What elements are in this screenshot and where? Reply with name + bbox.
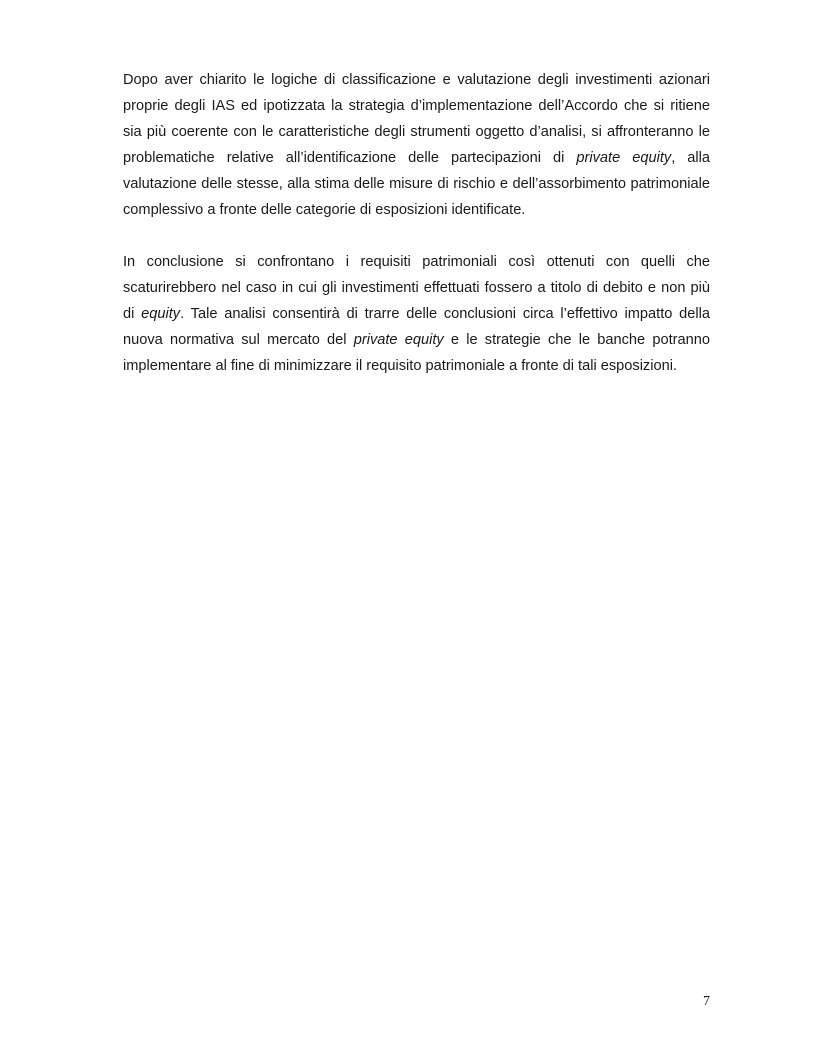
italic-term-equity: equity	[141, 306, 181, 322]
paragraph-text-segment: Dopo aver chiarito le logiche di classificazione e valutazione degli investimenti azionari proprie degli IAS ed ipotizzata la strategia d’implementazione dell’Accordo che si ritiene sia più coerente con le caratteristiche degli strumenti oggetto d’analisi, si affronteranno le problematiche relative all’identificazione delle partecipazioni di	[123, 72, 710, 166]
italic-term-private-equity: private equity	[353, 332, 444, 348]
paragraph-text-segment: In conclusione si confrontano i requisiti patrimoniali così ottenuti con quelli che scaturirebbero nel caso in cui gli investimenti effettuati fossero a titolo di debito e non più di	[123, 254, 710, 322]
paragraph-methodology	[123, 67, 710, 223]
paragraph-text-segment: e le strategie che le banche potranno implementare al fine di minimizzare il requisito patrimoniale a fronte di tali esposizioni.	[123, 332, 710, 374]
page-number: 7	[703, 994, 710, 1009]
paragraph-text-segment: , alla valutazione delle stesse, alla stima delle misure di rischio e dell’assorbimento patrimoniale complessivo a fronte delle categorie di esposizioni identificate.	[123, 150, 710, 218]
paragraph-text-segment: . Tale analisi consentirà di trarre delle conclusioni circa l’effettivo impatto della nuova normativa sul mercato del	[123, 306, 710, 348]
paragraph-conclusion	[123, 249, 710, 379]
italic-term-private-equity: private equity	[576, 150, 672, 166]
